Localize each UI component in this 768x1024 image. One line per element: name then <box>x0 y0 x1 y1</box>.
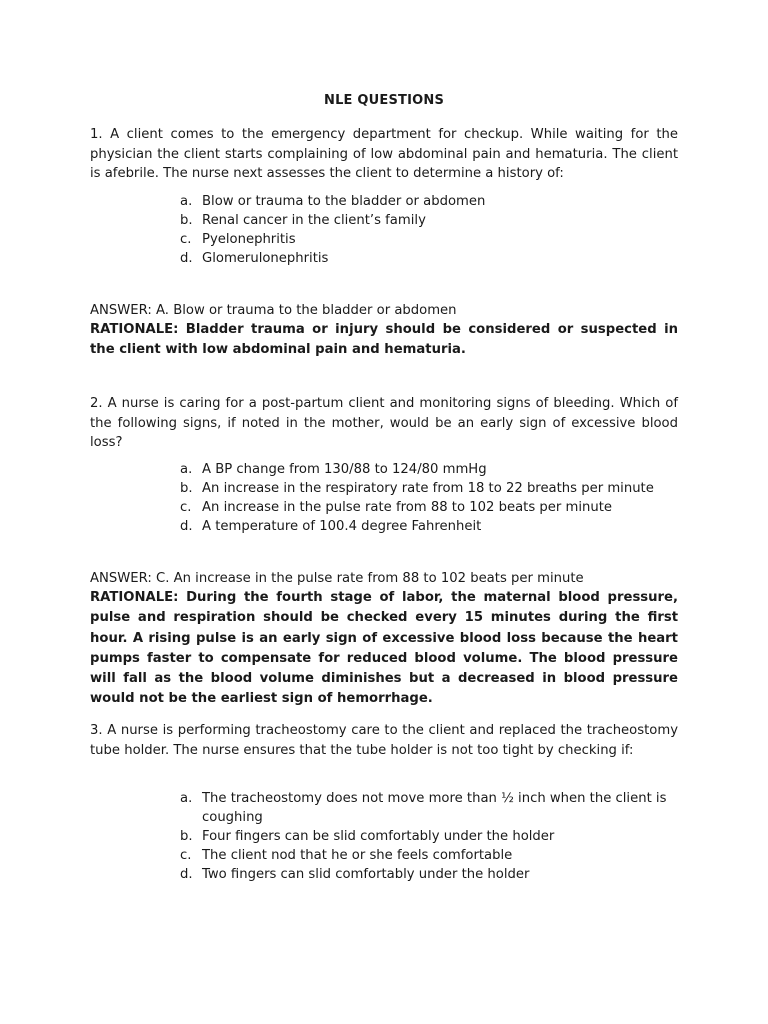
choice-text: Blow or trauma to the bladder or abdomen <box>202 194 486 209</box>
choice-item <box>180 498 678 517</box>
choice-letter: d. <box>180 251 193 266</box>
choice-text: A temperature of 100.4 degree Fahrenheit <box>202 519 482 534</box>
choice-item <box>180 846 678 865</box>
choice-item <box>180 865 678 884</box>
choice-item <box>180 460 678 479</box>
question-1-choices <box>180 192 678 268</box>
question-3-text: 3. A nurse is performing tracheostomy care to the client and replaced the tracheostomy tube holder. The nurse ensures that the tube holder is not too tight by checking if: <box>90 723 678 758</box>
choice-item <box>180 230 678 249</box>
choice-item <box>180 249 678 268</box>
choice-text: Four fingers can be slid comfortably under the holder <box>202 829 555 844</box>
choice-letter: b. <box>180 481 193 496</box>
choice-letter: a. <box>180 194 193 209</box>
question-2-choices <box>180 460 678 536</box>
choice-letter: c. <box>180 500 192 515</box>
choice-letter: b. <box>180 213 193 228</box>
choice-item <box>180 789 678 827</box>
choice-text: Pyelonephritis <box>202 232 296 247</box>
question-2-answer: ANSWER: C. An increase in the pulse rate from 88 to 102 beats per minute <box>90 571 584 586</box>
choice-item <box>180 517 678 536</box>
choice-item <box>180 211 678 230</box>
choice-text: Glomerulonephritis <box>202 251 329 266</box>
choice-text: A BP change from 130/88 to 124/80 mmHg <box>202 462 487 477</box>
choice-text: An increase in the respiratory rate from 18 to 22 breaths per minute <box>202 481 654 496</box>
choice-item <box>180 479 678 498</box>
choice-item <box>180 827 678 846</box>
question-2-rationale: RATIONALE: During the fourth stage of labor, the maternal blood pressure, pulse and respiration should be checked every 15 minutes during the first hour. A rising pulse is an early sign of excessive blood loss because the heart pumps faster to compensate for reduced blood volume. The blood pressure will fall as the blood volume diminishes but a decreased in blood pressure would not be the earliest sign of hemorrhage. <box>90 590 678 707</box>
choice-text: The tracheostomy does not move more than ½ inch when the client is coughing <box>202 791 667 825</box>
choice-letter: a. <box>180 791 193 806</box>
question-1-rationale: RATIONALE: Bladder trauma or injury should be considered or suspected in the client with low abdominal pain and hematuria. <box>90 322 678 358</box>
question-3-choices <box>180 789 678 884</box>
choice-letter: a. <box>180 462 193 477</box>
choice-letter: c. <box>180 232 192 247</box>
choice-text: The client nod that he or she feels comfortable <box>202 848 513 863</box>
document-page <box>90 0 678 1024</box>
choice-letter: d. <box>180 519 193 534</box>
choice-item <box>180 192 678 211</box>
choice-letter: d. <box>180 867 193 882</box>
question-1-answer: ANSWER: A. Blow or trauma to the bladder or abdomen <box>90 303 457 318</box>
choice-text: Renal cancer in the client’s family <box>202 213 426 228</box>
choice-letter: b. <box>180 829 193 844</box>
choice-letter: c. <box>180 848 192 863</box>
document-title: NLE QUESTIONS <box>323 93 445 108</box>
choice-text: An increase in the pulse rate from 88 to 102 beats per minute <box>202 500 612 515</box>
choice-text: Two fingers can slid comfortably under the holder <box>202 867 530 882</box>
question-1-text: 1. A client comes to the emergency department for checkup. While waiting for the physician the client starts complaining of low abdominal pain and hematuria. The client is afebrile. The nurse next assesses the client to determine a history of: <box>90 127 678 181</box>
question-2-text: 2. A nurse is caring for a post-partum client and monitoring signs of bleeding. Which of the following signs, if noted in the mother, would be an early sign of excessive blood loss? <box>90 396 678 450</box>
